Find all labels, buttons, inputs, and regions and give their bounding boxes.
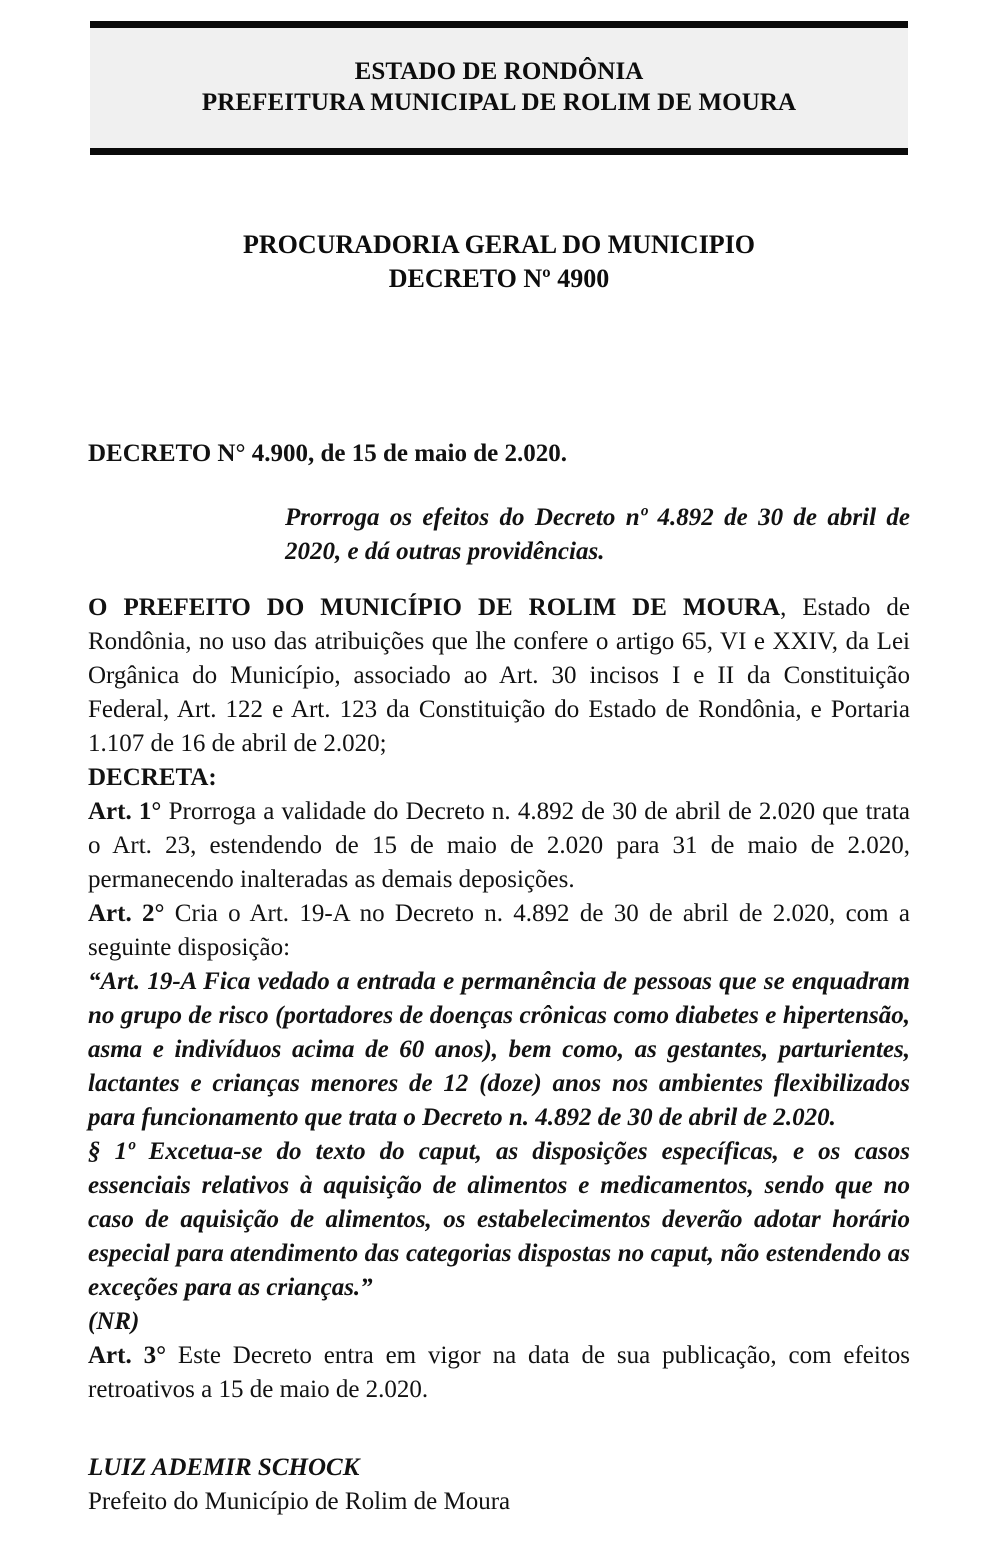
article-1-paragraph xyxy=(88,795,910,897)
quoted-article-19a-paragraph-1: § 1º Excetua-se do texto do caput, as disposições específicas, e os casos essenciais relativos à aquisição de alimentos e medicamentos, sendo que no caso de aquisição de alimentos, os estabelecimentos deverão adotar horário especial para atendimento das categorias dispostas no caput, não estendendo as exceções para as crianças.” xyxy=(88,1138,910,1301)
signatory-role: Prefeito do Município de Rolim de Moura xyxy=(88,1488,511,1515)
nr-annotation: (NR) xyxy=(88,1308,140,1335)
spacer xyxy=(88,1407,910,1451)
decreta-keyword: DECRETA: xyxy=(88,764,217,791)
article-3-paragraph xyxy=(88,1339,910,1407)
preamble-lead: O PREFEITO DO MUNICÍPIO DE ROLIM DE MOURA xyxy=(88,594,781,621)
decree-number-title: DECRETO Nº 4900 xyxy=(388,264,610,293)
article-1-label: Art. 1° xyxy=(88,798,162,825)
article-2-text: Cria o Art. 19-A no Decreto n. 4.892 de 30 de abril de 2.020, com a seguinte disposição: xyxy=(88,900,910,961)
article-3-label: Art. 3° xyxy=(88,1342,167,1369)
letterhead-banner xyxy=(90,21,908,155)
preamble-rest: , Estado de Rondônia, no uso das atribuições que lhe confere o artigo 65, VI e XXIV, da Lei Orgânica do Município, associado ao Art. 30 incisos I e II da Constituição Federal, Art. 122 e Art. 123 da Constituição do Estado de Rondônia, e Portaria 1.107 de 16 de abril de 2.020; xyxy=(88,594,910,757)
article-3-text: Este Decreto entra em vigor na data de sua publicação, com efeitos retroativos a 15 de maio de 2.020. xyxy=(88,1342,910,1403)
article-1-text: Prorroga a validade do Decreto n. 4.892 de 30 de abril de 2.020 que trata o Art. 23, estendendo de 15 de maio de 2.020 para 31 de maio de 2.020, permanecendo inalteradas as demais deposições. xyxy=(88,798,910,893)
spacer xyxy=(88,471,910,501)
preamble-paragraph xyxy=(88,591,910,761)
letterhead-state-line: ESTADO DE RONDÔNIA xyxy=(354,58,644,85)
spacer xyxy=(88,569,910,591)
decree-heading-line: DECRETO N° 4.900, de 15 de maio de 2.020. xyxy=(88,440,568,467)
quoted-article-19a-caput: “Art. 19-A Fica vedado a entrada e permanência de pessoas que se enquadram no grupo de risco (portadores de doenças crônicas como diabetes e hipertensão, asma e indivíduos acima de 60 anos), bem como, as gestantes, parturientes, lactantes e crianças menores de 12 (doze) anos nos ambientes flexibilizados para funcionamento que trata o Decreto n. 4.892 de 30 de abril de 2.020. xyxy=(88,968,910,1131)
organ-title-block xyxy=(90,228,908,296)
signatory-name: LUIZ ADEMIR SCHOCK xyxy=(88,1454,360,1481)
organ-name: PROCURADORIA GERAL DO MUNICIPIO xyxy=(242,230,756,259)
document-body xyxy=(88,437,910,1519)
ementa-summary: Prorroga os efeitos do Decreto nº 4.892 de 30 de abril de 2020, e dá outras providências. xyxy=(285,504,910,565)
article-2-label: Art. 2° xyxy=(88,900,165,927)
article-2-paragraph xyxy=(88,897,910,965)
letterhead-municipality-line: PREFEITURA MUNICIPAL DE ROLIM DE MOURA xyxy=(201,89,797,116)
